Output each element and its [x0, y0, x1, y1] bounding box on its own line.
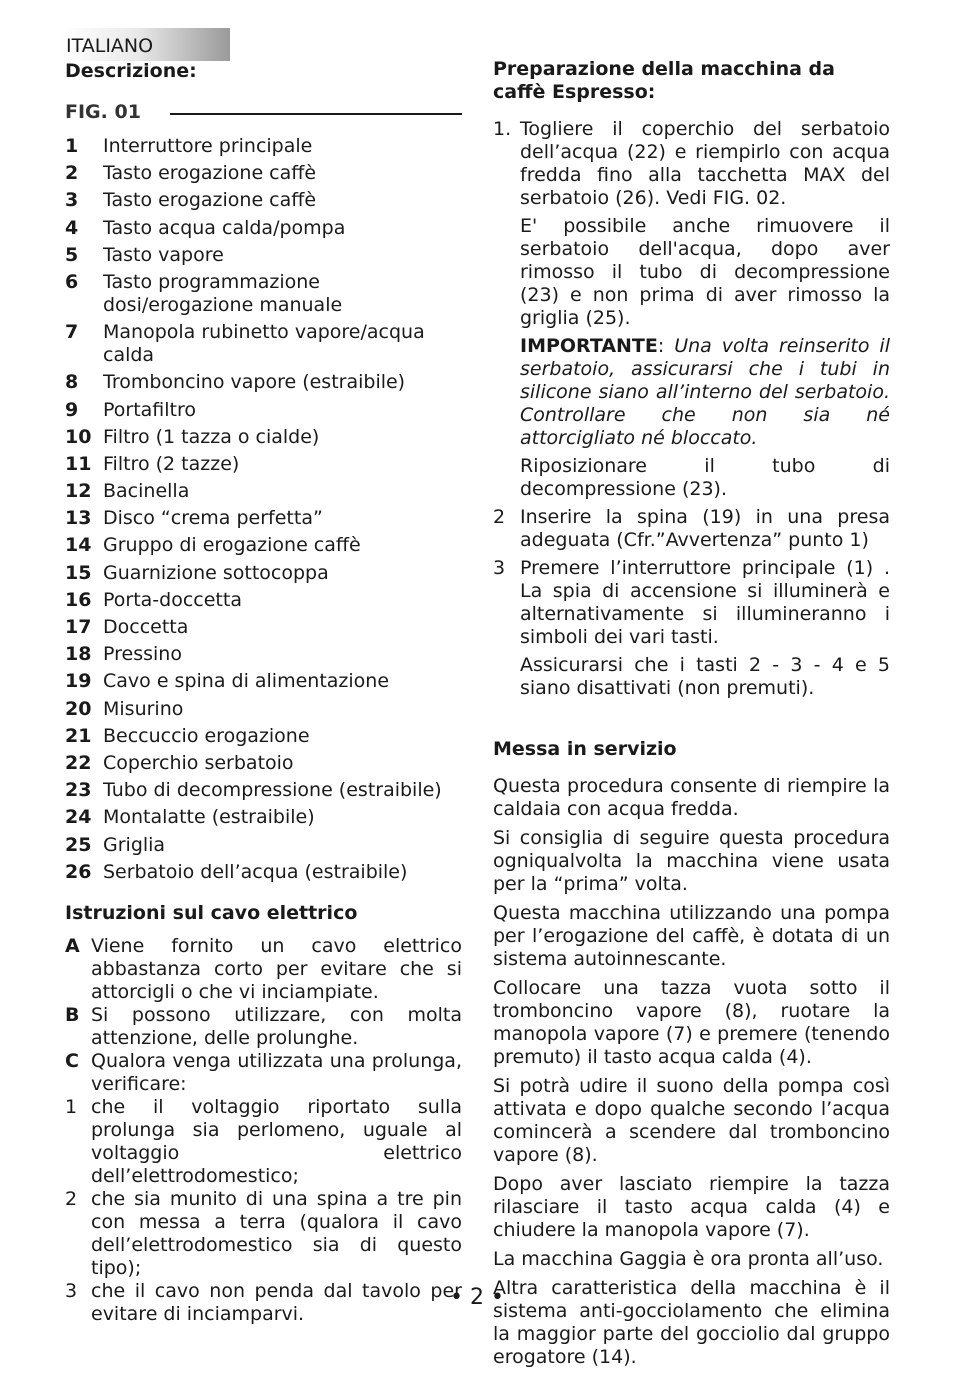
cable-item-marker: C	[65, 1049, 79, 1072]
cable-item	[65, 1004, 462, 1050]
cable-item	[65, 1096, 462, 1188]
part-label: Porta-doccetta	[103, 588, 242, 611]
part-item	[65, 399, 462, 422]
part-item	[65, 534, 462, 557]
part-label: Tasto programmazione dosi/erogazione manuale	[103, 270, 343, 316]
part-number: 19	[65, 670, 92, 693]
part-label: Serbatoio dell’acqua (estraibile)	[103, 860, 408, 883]
part-item	[65, 725, 462, 748]
cable-item-text: che il voltaggio riportato sulla prolunga sia perlomeno, uguale al voltaggio elettrico dell’elettrodomestico;	[91, 1095, 462, 1187]
cable-item-marker: 3	[65, 1279, 78, 1302]
cable-item-text: Si possono utilizzare, con molta attenzione, delle prolunghe.	[91, 1003, 462, 1049]
part-label: Tasto erogazione caffè	[103, 189, 317, 212]
part-number: 6	[65, 270, 79, 293]
service-paragraph: Si potrà udire il suono della pompa così attivata e dopo qualche secondo l’acqua comincerà a scendere dal tromboncino vapore (8).	[493, 1075, 890, 1166]
cable-item-text: che il cavo non penda dal tavolo per evitare di inciamparvi.	[91, 1279, 462, 1325]
cable-item-text: che sia munito di una spina a tre pin con messa a terra (qualora il cavo dell’elettrodomestico sia di questo tipo);	[91, 1187, 462, 1279]
cable-item-text: Qualora venga utilizzata una prolunga, verificare:	[91, 1049, 462, 1095]
step-3-note: Assicurarsi che i tasti 2 - 3 - 4 e 5 siano disattivati (non premuti).	[520, 654, 890, 699]
figure-row	[65, 101, 462, 131]
left-column	[65, 60, 462, 1326]
part-item	[65, 834, 462, 857]
service-paragraph: Questa macchina utilizzando una pompa per l’erogazione del caffè, è dotata di un sistema autoinnescante.	[493, 902, 890, 970]
part-item	[65, 189, 462, 212]
step-number: 3	[493, 557, 506, 579]
page-number: • 2 •	[450, 1285, 504, 1310]
part-number: 21	[65, 724, 92, 747]
part-label: Disco “crema perfetta”	[103, 507, 323, 530]
part-item	[65, 244, 462, 267]
part-number: 11	[65, 452, 92, 475]
part-item	[65, 861, 462, 884]
cable-item-marker: A	[65, 934, 80, 957]
service-paragraph: Altra caratteristica della macchina è il sistema anti-gocciolamento che elimina la maggior parte del gocciolio dal gruppo erogatore (14).	[493, 1277, 890, 1368]
part-number: 25	[65, 833, 92, 856]
cable-item	[65, 1188, 462, 1280]
part-number: 8	[65, 371, 79, 394]
part-item	[65, 670, 462, 693]
part-item	[65, 217, 462, 240]
figure-label: FIG. 01	[65, 101, 141, 123]
cable-item-text: Viene fornito un cavo elettrico abbastanza corto per evitare che si attorcigli o che vi inciampiate.	[91, 934, 462, 1003]
part-label: Tasto vapore	[103, 243, 224, 266]
step-text: Inserire la spina (19) in una presa adeguata (Cfr.”Avvertenza” punto 1)	[520, 506, 890, 551]
part-label: Misurino	[103, 697, 184, 720]
part-number: 17	[65, 616, 92, 638]
service-heading: Messa in servizio	[493, 738, 677, 760]
cable-item	[65, 935, 462, 1004]
step-1	[493, 118, 890, 210]
cable-instructions-list	[65, 935, 462, 1326]
right-column	[493, 58, 890, 1375]
part-number: 9	[65, 398, 79, 421]
cable-item-marker: 1	[65, 1095, 78, 1118]
step-text: Togliere il coperchio del serbatoio dell’acqua (22) e riempirlo con acqua fredda fino alla tacchetta MAX del serbatoio (26). Vedi FIG. 02.	[520, 118, 890, 209]
part-number: 7	[65, 321, 79, 344]
part-label: Pressino	[103, 643, 182, 666]
preparation-heading: Preparazione della macchina da caffè Espresso:	[493, 58, 835, 103]
part-item	[65, 480, 462, 503]
cable-heading: Istruzioni sul cavo elettrico	[65, 901, 358, 924]
service-paragraph: Si consiglia di seguire questa procedura ogniqualvolta la macchina viene usata per la “prima” volta.	[493, 827, 890, 895]
part-number: 16	[65, 588, 92, 611]
part-number: 4	[65, 216, 79, 239]
cable-item-marker: B	[65, 1003, 80, 1026]
part-label: Tasto acqua calda/pompa	[103, 216, 346, 239]
part-number: 15	[65, 561, 92, 584]
important-note: IMPORTANTE: Una volta reinserito il serbatoio, assicurarsi che i tubi in silicone siano all’interno del serbatoio. Controllare che non sia né attorcigliato né bloccato.	[520, 335, 890, 449]
important-label: IMPORTANTE	[520, 335, 658, 357]
cable-item	[65, 1050, 462, 1096]
part-item	[65, 453, 462, 476]
part-item	[65, 643, 462, 666]
part-item	[65, 426, 462, 449]
part-number: 26	[65, 860, 92, 883]
part-item	[65, 271, 462, 317]
part-number: 24	[65, 806, 92, 829]
part-item	[65, 589, 462, 612]
part-label: Filtro (2 tazze)	[103, 452, 240, 475]
part-item	[65, 135, 462, 158]
description-heading: Descrizione:	[65, 60, 197, 82]
part-label: Tubo di decompressione (estraibile)	[103, 779, 442, 802]
part-label: Doccetta	[103, 616, 189, 638]
service-paragraph: La macchina Gaggia è ora pronta all’uso.	[493, 1248, 884, 1270]
part-item	[65, 806, 462, 829]
step-1-note: E' possibile anche rimuovere il serbatoio dell'acqua, dopo aver rimosso il tubo di decompressione (23) e non prima di aver rimosso la griglia (25).	[520, 215, 890, 329]
part-label: Coperchio serbatoio	[103, 751, 294, 774]
figure-rule	[170, 113, 462, 115]
part-number: 10	[65, 425, 92, 448]
part-number: 23	[65, 779, 92, 802]
part-label: Filtro (1 tazza o cialde)	[103, 425, 320, 448]
service-paragraph: Collocare una tazza vuota sotto il tromboncino vapore (8), ruotare la manopola vapore (7) e premere (tenendo premuto) il tasto acqua calda (4).	[493, 977, 890, 1068]
part-number: 2	[65, 162, 79, 185]
part-item	[65, 162, 462, 185]
step-2	[493, 506, 890, 552]
part-item	[65, 507, 462, 530]
part-number: 1	[65, 135, 79, 157]
part-label: Guarnizione sottocoppa	[103, 561, 329, 584]
part-label: Tasto erogazione caffè	[103, 162, 317, 185]
cable-item-marker: 2	[65, 1187, 78, 1210]
step-number: 2	[493, 506, 506, 528]
part-label: Manopola rubinetto vapore/acqua calda	[103, 321, 425, 367]
part-item	[65, 752, 462, 775]
part-number: 14	[65, 534, 92, 557]
service-paragraphs	[493, 775, 890, 1369]
part-label: Cavo e spina di alimentazione	[103, 670, 390, 693]
part-label: Beccuccio erogazione	[103, 724, 310, 747]
part-label: Griglia	[103, 833, 166, 856]
reposition-note: Riposizionare il tubo di decompressione (23).	[520, 455, 890, 500]
part-item	[65, 562, 462, 585]
step-number: 1.	[493, 118, 512, 140]
part-number: 18	[65, 643, 92, 666]
part-number: 3	[65, 189, 79, 212]
part-label: Bacinella	[103, 480, 190, 503]
part-label: Interruttore principale	[103, 135, 313, 157]
part-number: 13	[65, 507, 92, 530]
service-paragraph: Dopo aver lasciato riempire la tazza rilasciare il tasto acqua calda (4) e chiudere la manopola vapore (7).	[493, 1173, 890, 1241]
part-label: Portafiltro	[103, 398, 197, 421]
part-label: Gruppo di erogazione caffè	[103, 534, 361, 557]
part-number: 22	[65, 751, 92, 774]
part-label: Montalatte (estraibile)	[103, 806, 315, 829]
parts-list	[65, 135, 462, 884]
part-number: 5	[65, 243, 79, 266]
language-tab: ITALIANO	[62, 28, 230, 61]
part-item	[65, 321, 462, 367]
part-label: Tromboncino vapore (estraibile)	[103, 371, 406, 394]
service-paragraph: Questa procedura consente di riempire la caldaia con acqua fredda.	[493, 775, 890, 820]
important-text: Una volta reinserito il serbatoio, assicurarsi che i tubi in silicone siano all’interno del serbatoio. Controllare che non sia né attorcigliato né bloccato.	[520, 335, 890, 449]
part-item	[65, 698, 462, 721]
part-number: 20	[65, 697, 92, 720]
part-number: 12	[65, 480, 92, 503]
part-item	[65, 371, 462, 394]
part-item	[65, 779, 462, 802]
step-text: Premere l’interruttore principale (1) . La spia di accensione si illuminerà e alternativamente si illumineranno i simboli dei vari tasti.	[520, 557, 890, 648]
part-item	[65, 616, 462, 639]
step-3	[493, 557, 890, 649]
